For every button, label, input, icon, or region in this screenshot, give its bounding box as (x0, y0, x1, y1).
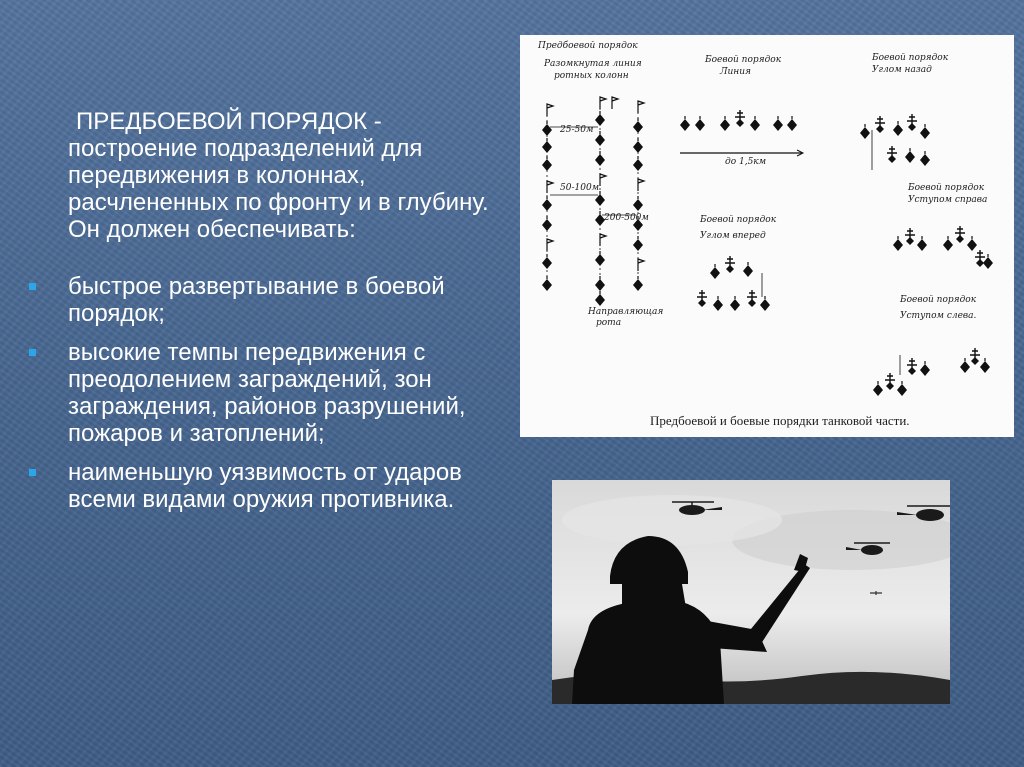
label-liniya-title: Боевой порядок (705, 55, 782, 65)
label-predboevoy-sub2: ротных колонн (554, 71, 629, 81)
bullet-text: наименьшую уязвимость от ударов всеми видами оружия противника. (68, 459, 462, 513)
label-liniya-sub: Линия (720, 67, 751, 77)
soldier-helicopters-image (552, 480, 950, 704)
label-rota: рота (596, 318, 622, 328)
formation-angle-back (860, 114, 930, 170)
label-ustupom-sprava-title: Боевой порядок (908, 183, 985, 193)
bullet-marker-icon (29, 349, 36, 356)
bullet-item (22, 273, 514, 327)
formation-line (680, 110, 803, 156)
formation-angle-forward (697, 256, 770, 311)
battle-order-diagram (520, 35, 1014, 437)
label-predboevoy-sub: Разомкнутая линия (544, 59, 642, 69)
bullet-text: высокие темпы передвижения с преодолением заграждений, зон заграждения, районов разрушений, пожаров и затоплений; (68, 339, 466, 447)
bullet-marker-icon (29, 283, 36, 290)
column-left (542, 104, 553, 291)
label-dist-50-100: 50-100м (560, 183, 600, 193)
column-right (633, 101, 644, 291)
label-ustupom-sprava-sub: Уступом справа (908, 195, 988, 205)
label-uglom-vpered-sub: Углом вперед (700, 231, 766, 241)
diagram-caption: Предбоевой и боевые порядки танковой части. (650, 413, 910, 428)
label-ustupom-sleva-title: Боевой порядок (900, 295, 977, 305)
label-uglom-vpered-title: Боевой порядок (700, 215, 777, 225)
formation-echelon-right (893, 226, 993, 269)
label-ustupom-sleva-sub: Уступом слева. (900, 311, 977, 321)
diagram-drawing (520, 35, 1014, 437)
label-uglom-nazad-title: Боевой порядок (872, 53, 949, 63)
soldier-photo (552, 480, 950, 704)
slide-text-block (22, 108, 514, 525)
label-uglom-nazad-sub: Углом назад (872, 65, 932, 75)
column-middle (595, 97, 618, 306)
bullet-item (22, 339, 514, 447)
bullet-list (22, 273, 514, 513)
bullet-marker-icon (29, 469, 36, 476)
label-predboevoy-title: Предбоевой порядок (538, 41, 638, 51)
label-napravl: Направляющая (588, 307, 664, 317)
label-dist-200-500: 200-500м (604, 213, 649, 223)
formation-echelon-left (873, 348, 990, 396)
bullet-item (22, 459, 514, 513)
label-dist-25-50: 25-50м (560, 125, 594, 135)
intro-paragraph: ПРЕДБОЕВОЙ ПОРЯДОК - построение подразделений для передвижения в колоннах, расчлененных по фронту и в глубину. Он должен обеспечивать: (68, 108, 489, 243)
bullet-text: быстрое развертывание в боевой порядок; (68, 273, 445, 327)
label-dist-1-5: до 1,5км (725, 157, 767, 167)
